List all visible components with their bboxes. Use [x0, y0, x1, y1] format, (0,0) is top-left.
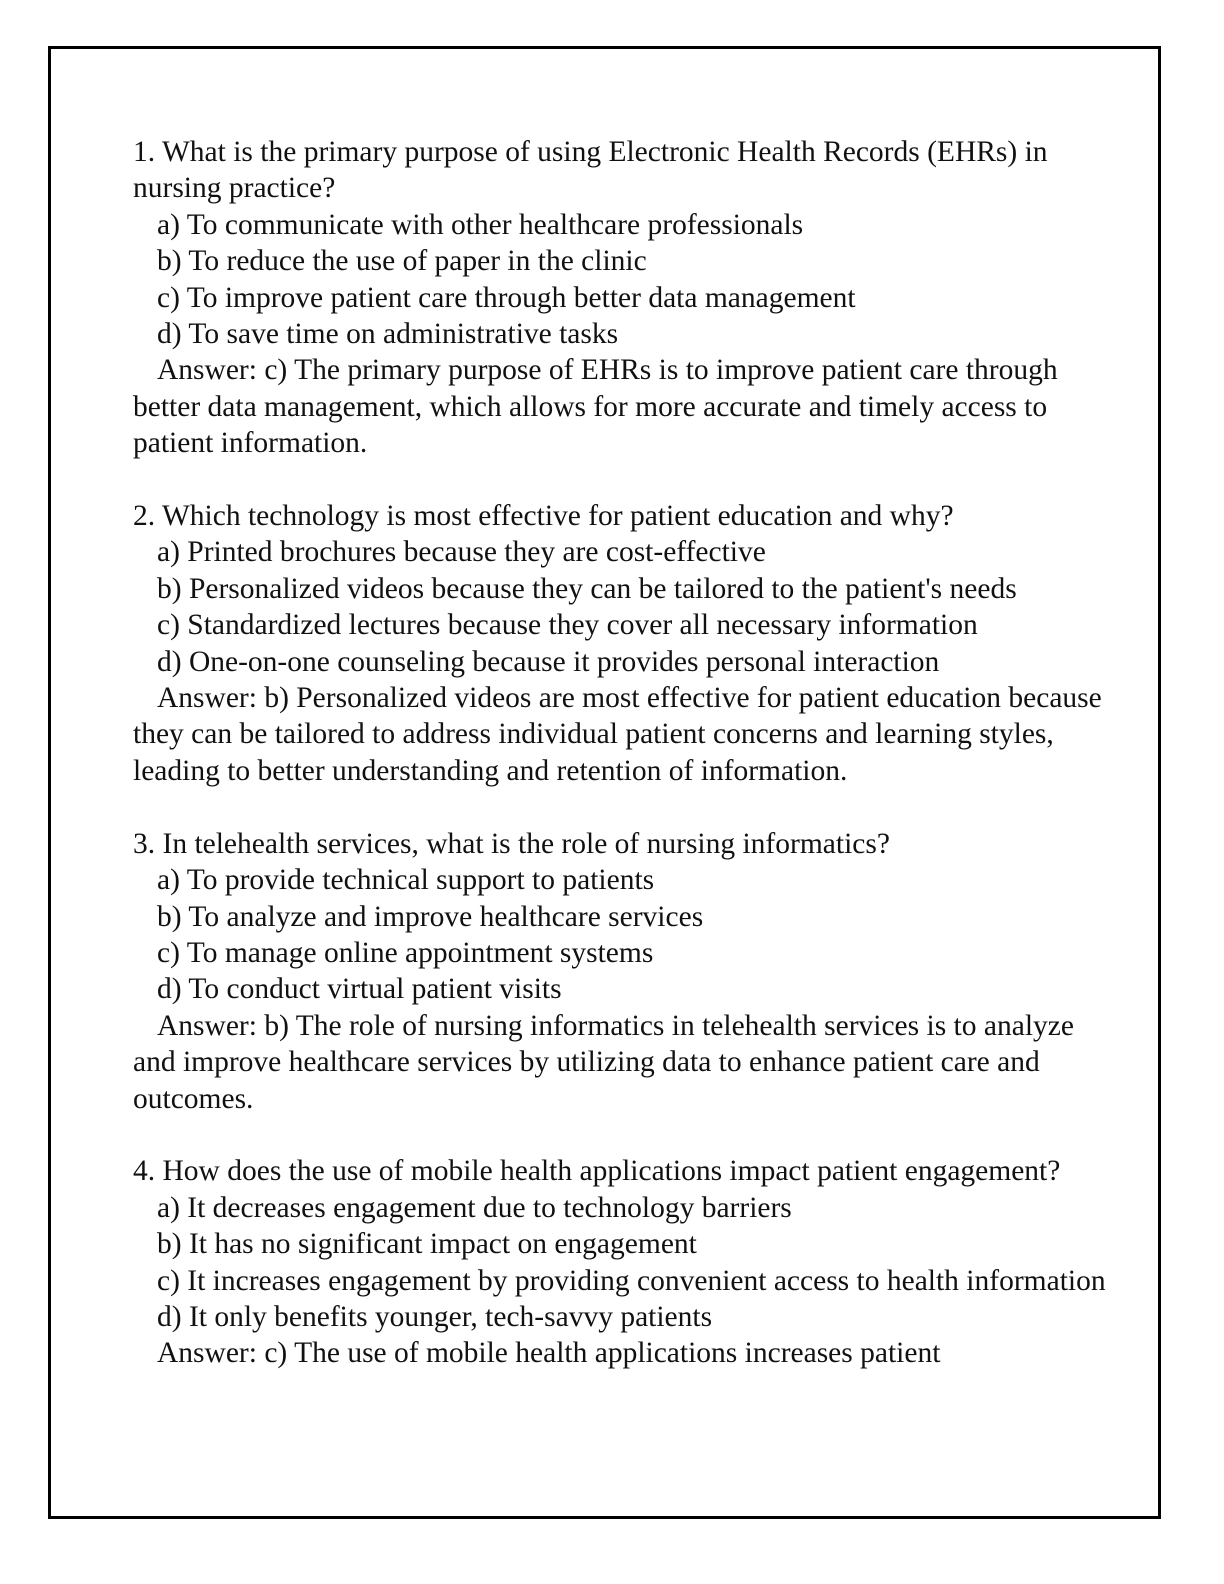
question-block-2 [133, 498, 1123, 789]
answer-text: Answer: b) The role of nursing informatics in telehealth services is to analyze and improve healthcare services by utilizing data to enhance patient care and outcomes. [133, 1009, 1074, 1115]
option-d: d) To save time on administrative tasks [157, 318, 619, 351]
question-text: 3. In telehealth services, what is the role of nursing informatics? [133, 827, 890, 860]
question-block-3 [133, 826, 1123, 1117]
option-b: b) Personalized videos because they can be tailored to the patient's needs [157, 572, 1017, 605]
answer-text: Answer: c) The use of mobile health applications increases patient [157, 1337, 941, 1370]
option-c: c) It increases engagement by providing convenient access to health information [157, 1264, 1106, 1297]
option-a: a) It decreases engagement due to technology barriers [157, 1191, 792, 1224]
answer-text: Answer: b) Personalized videos are most effective for patient education because they can be tailored to address individual patient concerns and learning styles, leading to better understanding and retention of information. [133, 682, 1102, 787]
option-d: d) It only benefits younger, tech-savvy patients [157, 1300, 713, 1333]
answer-text: Answer: c) The primary purpose of EHRs is to improve patient care through better data management, which allows for more accurate and timely access to patient information. [133, 354, 1058, 460]
option-a: a) To communicate with other healthcare professionals [157, 208, 804, 241]
option-b: b) It has no significant impact on engagement [157, 1228, 697, 1261]
question-block-4 [133, 1153, 1123, 1371]
option-b: b) To analyze and improve healthcare services [157, 900, 704, 933]
question-block-1 [133, 134, 1123, 462]
option-a: a) Printed brochures because they are cost-effective [157, 536, 766, 569]
option-b: b) To reduce the use of paper in the clinic [157, 245, 647, 278]
option-d: d) To conduct virtual patient visits [157, 973, 562, 1006]
question-text: 1. What is the primary purpose of using Electronic Health Records (EHRs) in nursing practice? [133, 136, 1048, 205]
document-body [133, 134, 1123, 1408]
option-c: c) To improve patient care through better data management [157, 281, 856, 314]
option-a: a) To provide technical support to patients [157, 864, 655, 897]
question-text: 2. Which technology is most effective for patient education and why? [133, 500, 954, 533]
option-c: c) To manage online appointment systems [157, 936, 654, 969]
option-d: d) One-on-one counseling because it provides personal interaction [157, 645, 940, 678]
question-text: 4. How does the use of mobile health applications impact patient engagement? [133, 1155, 1061, 1188]
option-c: c) Standardized lectures because they cover all necessary information [157, 609, 978, 642]
